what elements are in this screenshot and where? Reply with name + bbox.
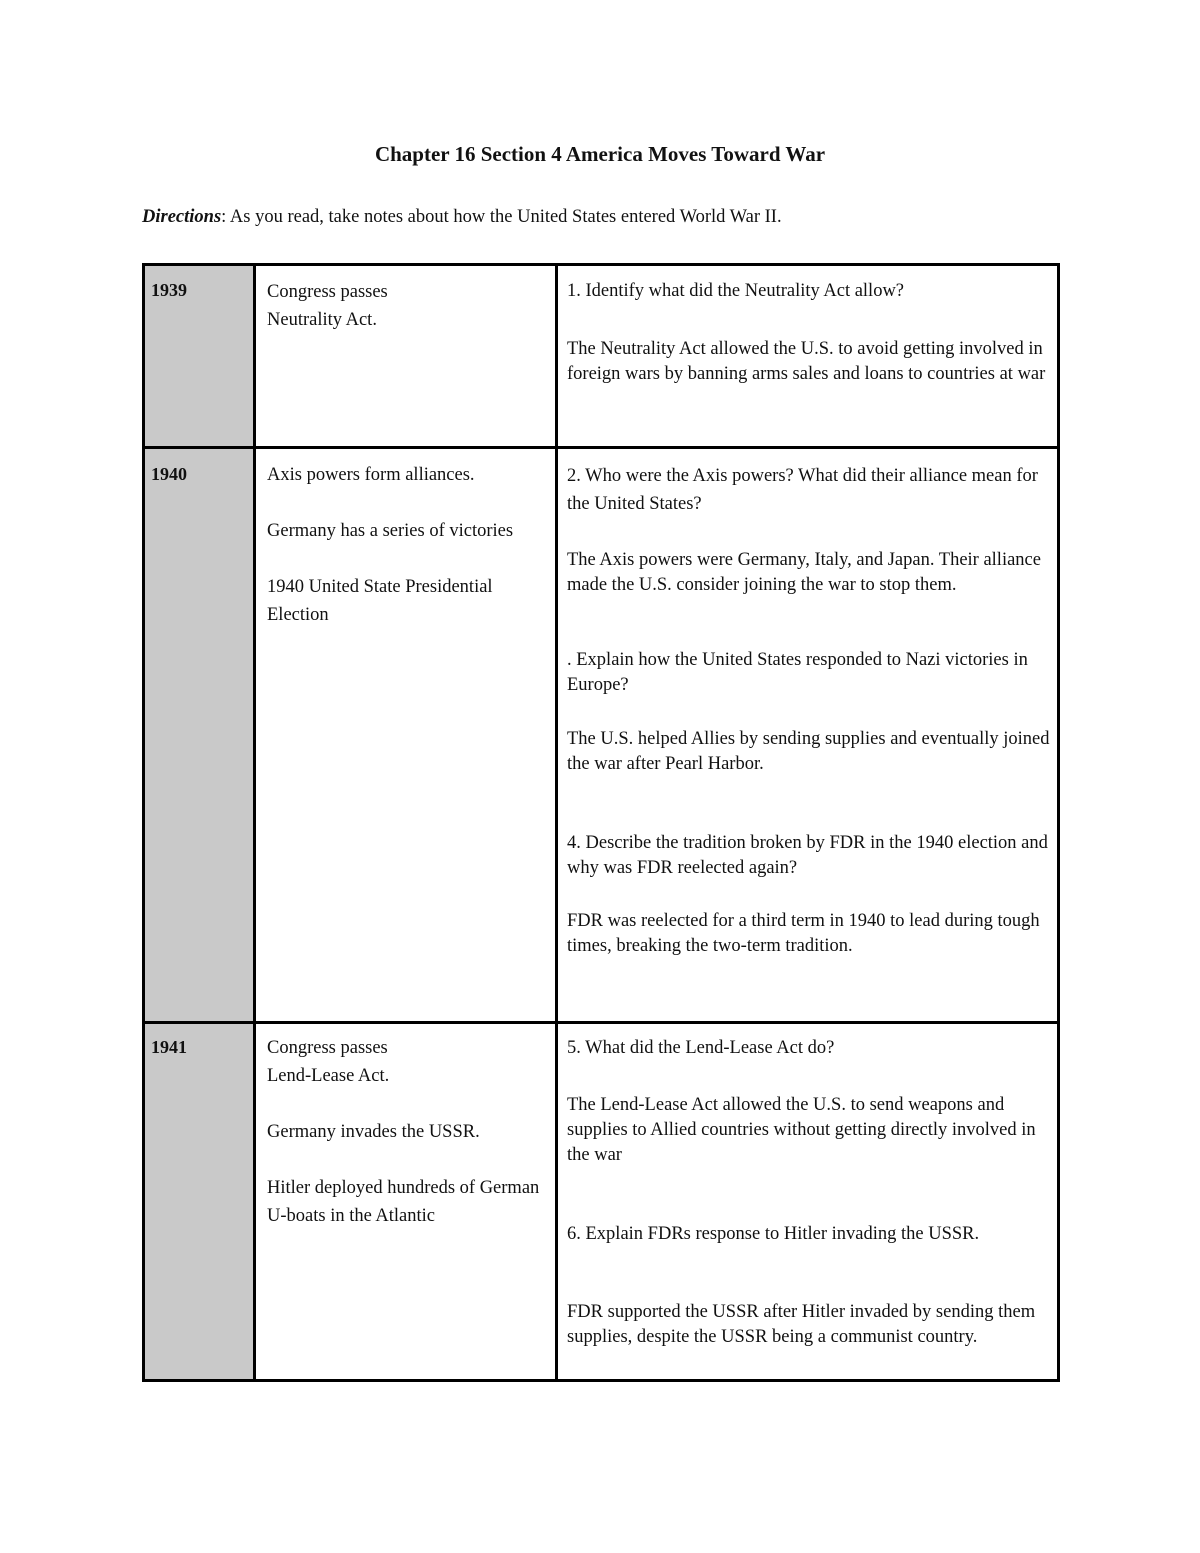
table-divider [555,266,558,1379]
event-item: Congress passes [267,1038,388,1058]
page-title: Chapter 16 Section 4 America Moves Toward War [374,142,826,166]
question-4: 4. Describe the tradition broken by FDR in the 1940 election and why was FDR reelected again? [567,833,1048,878]
answer-4: FDR was reelected for a third term in 1940 to lead during tough times, breaking the two-term tradition. [567,911,1040,956]
event-item: 1940 United State Presidential Election [267,577,493,625]
year-1941: 1941 [151,1037,187,1057]
year-column [142,266,255,1379]
question-3: . Explain how the United States responded to Nazi victories in Europe? [567,650,1028,695]
notes-table [142,263,1060,1382]
answer-3: The U.S. helped Allies by sending supplies and eventually joined the war after Pearl Harbor. [567,729,1050,774]
directions-text: : As you read, take notes about how the United States entered World War II. [221,207,782,227]
row-divider [142,1021,1060,1024]
directions-label: Directions [142,207,222,227]
directions [142,207,782,228]
question-2: 2. Who were the Axis powers? What did their alliance mean for the United States? [567,466,1038,514]
events-1939 [267,278,547,334]
answer-6: FDR supported the USSR after Hitler invaded by sending them supplies, despite the USSR being a communist country. [567,1302,1036,1347]
event-item: Lend-Lease Act. [267,1066,390,1086]
event-item: Axis powers form alliances. [267,465,475,485]
event-item: Germany invades the USSR. [267,1122,480,1142]
question-6: 6. Explain FDRs response to Hitler invading the USSR. [567,1224,980,1244]
event-item: Congress passes [267,282,388,302]
year-1940: 1940 [151,464,187,484]
question-1: 1. Identify what did the Neutrality Act allow? [567,281,905,301]
event-item: Neutrality Act. [267,310,377,330]
row-divider [142,446,1060,449]
events-1941 [267,1034,547,1230]
question-5: 5. What did the Lend-Lease Act do? [567,1038,835,1058]
year-1939: 1939 [151,280,187,300]
event-item: Hitler deployed hundreds of German U-boats in the Atlantic [267,1178,540,1226]
event-item: Germany has a series of victories [267,521,514,541]
answer-5: The Lend-Lease Act allowed the U.S. to send weapons and supplies to Allied countries without getting directly involved in the war [567,1095,1036,1165]
table-divider [253,266,256,1379]
answer-1: The Neutrality Act allowed the U.S. to avoid getting involved in foreign wars by banning arms sales and loans to countries at war [567,339,1046,384]
events-1940 [267,461,547,629]
answer-2: The Axis powers were Germany, Italy, and Japan. Their alliance made the U.S. consider joining the war to stop them. [567,550,1041,595]
table-divider [1057,266,1060,1379]
